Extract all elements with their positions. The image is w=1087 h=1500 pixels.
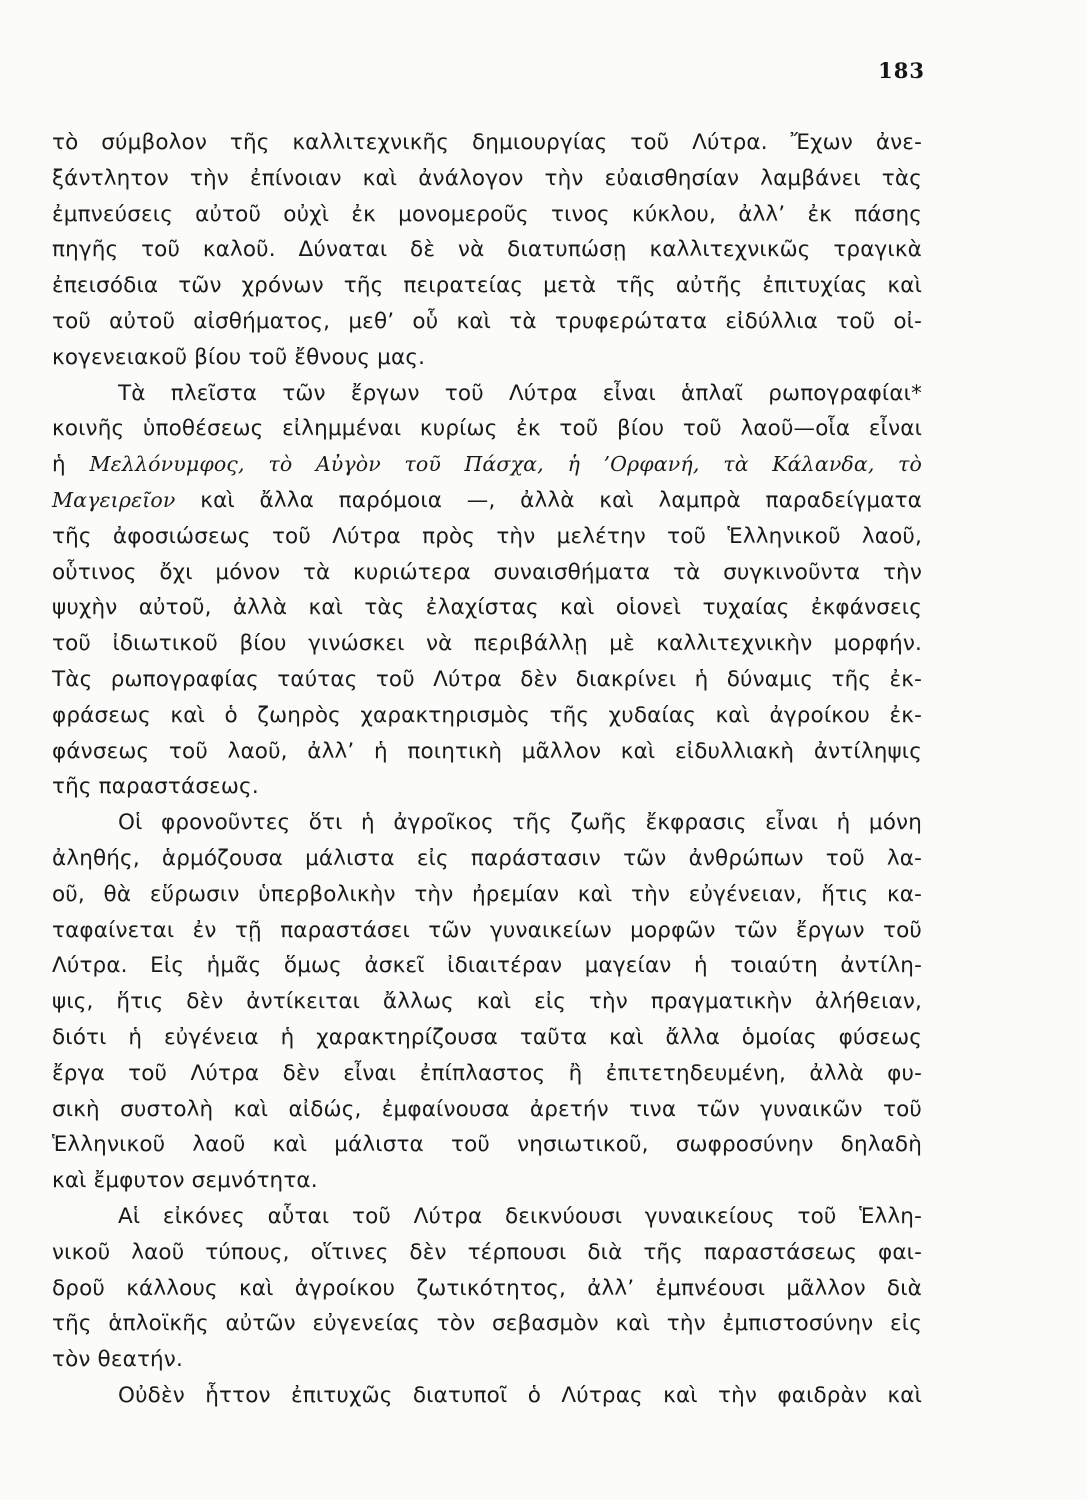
text-line-with-titles xyxy=(52,483,922,519)
text-line: ἐπεισόδια τῶν χρόνων τῆς πειρατείας μετὰ τῆς αὐτῆς ἐπιτυχίας καὶ xyxy=(52,273,922,299)
text-line: ταφαίνεται ἐν τῇ παραστάσει τῶν γυναικείων μορφῶν τῶν ἔργων τοῦ xyxy=(52,917,922,943)
text-run: ἡ xyxy=(52,452,90,478)
text-run xyxy=(544,452,568,477)
text-line: ἐμπνεύσεις αὐτοῦ οὐχὶ ἐκ μονομεροῦς τινος κύκλου, ἀλλ’ ἐκ πάσης xyxy=(52,201,922,227)
text-line: τῆς ἀφοσιώσεως τοῦ Λύτρα πρὸς τὴν μελέτην τοῦ Ἑλληνικοῦ λαοῦ, xyxy=(52,523,922,549)
text-line: δροῦ κάλλους καὶ ἀγροίκου ζωτικότητος, ἀλλ’ ἐμπνέουσι μᾶλλον διὰ xyxy=(52,1275,922,1301)
text-line: ψυχὴν αὐτοῦ, ἀλλὰ καὶ τὰς ἐλαχίστας καὶ οἱονεὶ τυχαίας ἐκφάνσεις xyxy=(52,595,922,621)
text-line: νικοῦ λαοῦ τύπους, οἵτινες δὲν τέρπουσι διὰ τῆς παραστάσεως φαι- xyxy=(52,1239,922,1265)
artwork-title: ἡ ’Ορφανή, xyxy=(567,452,700,477)
text-line: ψις, ἥτις δὲν ἀντίκειται ἄλλως καὶ εἰς τὴν πραγματικὴν ἀλήθειαν, xyxy=(52,989,922,1015)
text-line: οῦ, θὰ εὕρωσιν ὑπερβολικὴν τὴν ἠρεμίαν καὶ τὴν εὐγένειαν, ἥτις κα- xyxy=(52,881,922,907)
text-run: καὶ ἄλλα παρόμοια —, ἀλλὰ καὶ λαμπρὰ παραδείγματα xyxy=(175,487,922,513)
text-line: ἔργα τοῦ Λύτρα δὲν εἶναι ἐπίπλαστος ἢ ἐπιτετηδευμένη, ἀλλὰ φυ- xyxy=(52,1060,922,1086)
text-line: πηγῆς τοῦ καλοῦ. Δύναται δὲ νὰ διατυπώσῃ καλλιτεχνικῶς τραγικὰ xyxy=(52,237,922,263)
text-line: τὸ σύμβολον τῆς καλλιτεχνικῆς δημιουργίας τοῦ Λύτρα. Ἔχων ἀνε- xyxy=(52,130,922,155)
text-run xyxy=(245,452,269,477)
text-line: κοινῆς ὑποθέσεως εἰλημμέναι κυρίως ἐκ τοῦ βίου τοῦ λαοῦ—οἷα εἶναι xyxy=(52,416,922,442)
body-text xyxy=(52,125,922,1414)
text-line: σικὴ συστολὴ καὶ αἰδώς, ἐμφαίνουσα ἀρετήν τινα τῶν γυναικῶν τοῦ xyxy=(52,1096,922,1122)
artwork-title: τὰ Κάλανδα, τὸ xyxy=(723,452,923,477)
text-line-with-titles xyxy=(52,447,922,483)
paragraph-end-line: τῆς παραστάσεως. xyxy=(52,774,259,800)
text-line: Τὰς ρωπογραφίας ταύτας τοῦ Λύτρα δὲν διακρίνει ἡ δύναμις τῆς ἐκ- xyxy=(52,666,922,692)
artwork-title: τὸ Αὐγὸν τοῦ Πάσχα, xyxy=(268,452,544,477)
artwork-title: Μαγειρεῖον xyxy=(52,487,176,512)
paragraph-start-line: Οὐδὲν ἧττον ἐπιτυχῶς διατυποῖ ὁ Λύτρας καὶ τὴν φαιδρὰν καὶ xyxy=(118,1382,922,1408)
artwork-title: Μελλόνυμφος, xyxy=(89,452,245,477)
paragraph-end-line: τὸν θεατήν. xyxy=(52,1347,183,1373)
text-line: διότι ἡ εὐγένεια ἡ χαρακτηρίζουσα ταῦτα καὶ ἄλλα ὁμοίας φύσεως xyxy=(52,1024,922,1050)
page-number: 183 xyxy=(878,58,925,83)
paragraph-start-line: Αἱ εἰκόνες αὗται τοῦ Λύτρα δεικνύουσι γυναικείους τοῦ Ἑλλη- xyxy=(118,1203,922,1229)
text-line: τοῦ ἰδιωτικοῦ βίου γινώσκει νὰ περιβάλλῃ μὲ καλλιτεχνικὴν μορφήν. xyxy=(52,631,922,657)
text-line: τοῦ αὐτοῦ αἰσθήματος, μεθ’ οὗ καὶ τὰ τρυφερώτατα εἰδύλλια τοῦ οἰ- xyxy=(52,308,922,334)
text-run xyxy=(700,452,724,477)
text-line: φάνσεως τοῦ λαοῦ, ἀλλ’ ἡ ποιητικὴ μᾶλλον καὶ εἰδυλλιακὴ ἀντίληψις xyxy=(52,738,922,764)
text-line: τῆς ἁπλοϊκῆς αὐτῶν εὐγενείας τὸν σεβασμὸν καὶ τὴν ἐμπιστοσύνην εἰς xyxy=(52,1311,922,1337)
paragraph-end-line: κογενειακοῦ βίου τοῦ ἔθνους μας. xyxy=(52,344,426,370)
text-line: ἀληθής, ἁρμόζουσα μάλιστα εἰς παράστασιν τῶν ἀνθρώπων τοῦ λα- xyxy=(52,845,922,871)
paragraph-start-line: Τὰ πλεῖστα τῶν ἔργων τοῦ Λύτρα εἶναι ἁπλαῖ ρωπογραφίαι* xyxy=(118,380,922,406)
paragraph-end-line: καὶ ἔμφυτον σεμνότητα. xyxy=(52,1168,318,1194)
text-line: Ἑλληνικοῦ λαοῦ καὶ μάλιστα τοῦ νησιωτικοῦ, σωφροσύνην δηλαδὴ xyxy=(52,1132,922,1158)
text-line: οὗτινος ὄχι μόνον τὰ κυριώτερα συναισθήματα τὰ συγκινοῦντα τὴν xyxy=(52,559,922,585)
text-line: Λύτρα. Εἰς ἡμᾶς ὅμως ἀσκεῖ ἰδιαιτέραν μαγείαν ἡ τοιαύτη ἀντίλη- xyxy=(52,953,922,979)
paragraph-start-line: Οἱ φρονοῦντες ὅτι ἡ ἀγροῖκος τῆς ζωῆς ἔκφρασις εἶναι ἡ μόνη xyxy=(118,810,922,836)
text-line: ξάντλητον τὴν ἐπίνοιαν καὶ ἀνάλογον τὴν εὐαισθησίαν λαμβάνει τὰς xyxy=(52,165,922,191)
text-line: φράσεως καὶ ὁ ζωηρὸς χαρακτηρισμὸς τῆς χυδαίας καὶ ἀγροίκου ἐκ- xyxy=(52,702,922,728)
